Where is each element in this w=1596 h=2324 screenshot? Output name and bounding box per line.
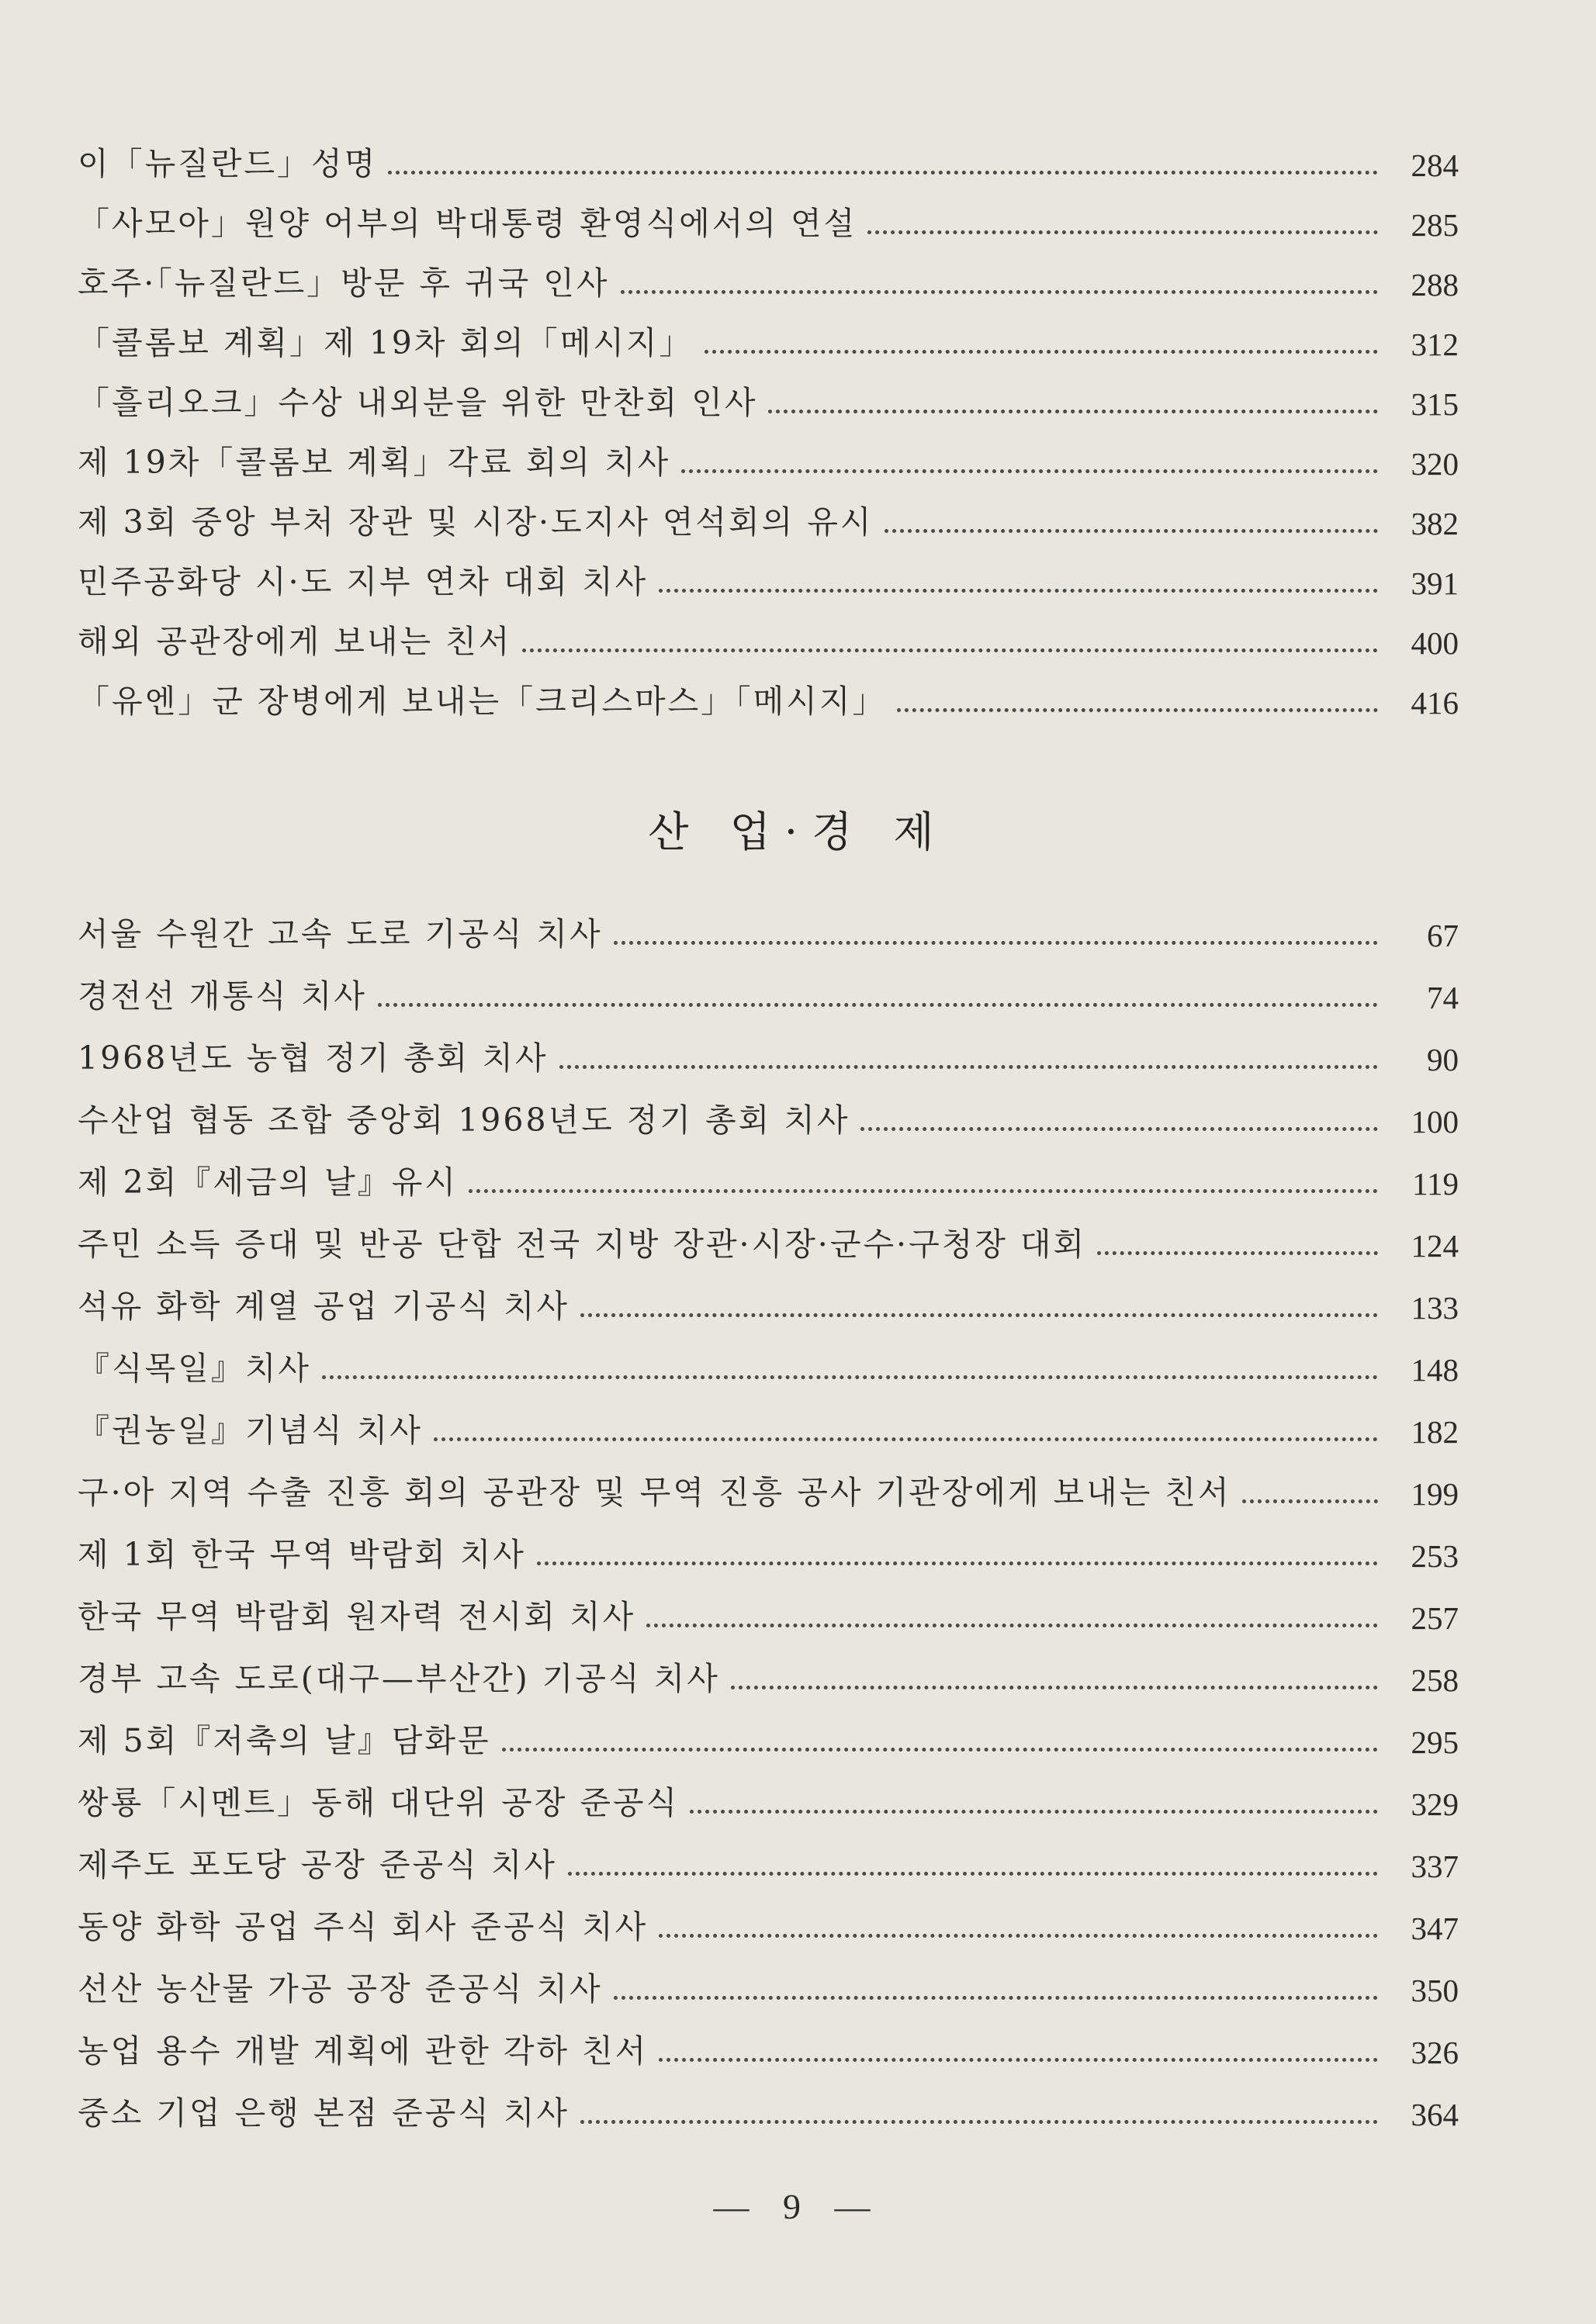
dot-leader bbox=[646, 1624, 1378, 1627]
dot-leader bbox=[1097, 1251, 1378, 1255]
toc-entry bbox=[78, 124, 1459, 184]
toc-entry bbox=[78, 954, 1459, 1016]
dot-leader bbox=[502, 1748, 1378, 1752]
toc-entry-page-number: 119 bbox=[1412, 1166, 1459, 1202]
dot-leader bbox=[731, 1686, 1378, 1689]
toc-entry-title: 쌍룡「시멘트」동해 대단위 공장 준공식 bbox=[78, 1784, 680, 1821]
dot-leader bbox=[522, 648, 1378, 652]
dot-leader bbox=[322, 1375, 1378, 1379]
toc-entry-title: 1968년도 농협 정기 총회 치사 bbox=[78, 1039, 549, 1077]
toc-entry bbox=[78, 1326, 1459, 1389]
toc-entry bbox=[78, 1575, 1459, 1637]
dot-leader bbox=[659, 1934, 1378, 1938]
toc-entry-title: 제 3회 중앙 부처 장관 및 시장·도지사 연석회의 유시 bbox=[78, 503, 874, 541]
toc-list-bottom bbox=[78, 892, 1459, 2133]
toc-entry bbox=[78, 363, 1459, 423]
toc-entry bbox=[78, 2009, 1459, 2071]
toc-entry bbox=[78, 1264, 1459, 1326]
toc-entry-page-number: 364 bbox=[1411, 2097, 1459, 2132]
toc-entry-title: 「유엔」군 장병에게 보내는「크리스마스」「메시지」 bbox=[78, 683, 887, 720]
dot-leader bbox=[768, 410, 1378, 413]
toc-entry-page-number: 337 bbox=[1411, 1848, 1459, 1884]
toc-entry bbox=[78, 1202, 1459, 1264]
toc-entry bbox=[78, 1016, 1459, 1078]
toc-entry-page-number: 253 bbox=[1411, 1538, 1459, 1574]
toc-entry-title: 중소 기업 은행 본점 준공식 치사 bbox=[78, 2094, 570, 2132]
dot-leader bbox=[559, 1065, 1378, 1069]
dot-leader bbox=[690, 1810, 1378, 1814]
toc-entry-page-number: 285 bbox=[1411, 207, 1459, 243]
toc-entry bbox=[78, 602, 1459, 662]
toc-entry bbox=[78, 482, 1459, 542]
toc-entry-title: 제 5회『저축의 날』담화문 bbox=[78, 1722, 491, 1759]
dot-leader bbox=[1242, 1499, 1378, 1503]
toc-entry-page-number: 284 bbox=[1411, 147, 1459, 183]
toc-entry-page-number: 182 bbox=[1411, 1414, 1459, 1450]
toc-entry-title: 「콜롬보 계획」제 19차 회의「메시지」 bbox=[78, 324, 694, 361]
toc-entry-page-number: 347 bbox=[1411, 1911, 1459, 1946]
dot-leader bbox=[659, 589, 1378, 593]
toc-entry bbox=[78, 184, 1459, 244]
dot-leader bbox=[434, 1437, 1378, 1441]
toc-entry-page-number: 350 bbox=[1411, 1973, 1459, 2008]
dot-leader bbox=[580, 2120, 1378, 2124]
dot-leader bbox=[378, 1003, 1378, 1007]
toc-entry-page-number: 382 bbox=[1411, 506, 1459, 541]
toc-entry-title: 민주공화당 시·도 지부 연차 대회 치사 bbox=[78, 563, 649, 600]
toc-entry-title: 「흘리오크」수상 내외분을 위한 만찬회 인사 bbox=[78, 384, 758, 421]
toc-entry-title: 동양 화학 공업 주식 회사 준공식 치사 bbox=[78, 1908, 649, 1945]
toc-entry-title: 이「뉴질란드」성명 bbox=[78, 145, 378, 182]
dot-leader bbox=[860, 1127, 1378, 1131]
toc-entry-title: 제주도 포도당 공장 준공식 치사 bbox=[78, 1846, 558, 1883]
toc-entry bbox=[78, 423, 1459, 482]
toc-entry-title: 수산업 협동 조합 중앙회 1968년도 정기 총회 치사 bbox=[78, 1101, 850, 1139]
dot-leader bbox=[537, 1561, 1378, 1565]
toc-entry bbox=[78, 1513, 1459, 1575]
toc-entry bbox=[78, 1637, 1459, 1699]
toc-entry-title: 주민 소득 증대 및 반공 단합 전국 지방 장관·시장·군수·구청장 대회 bbox=[78, 1226, 1087, 1263]
dot-leader bbox=[681, 469, 1378, 473]
toc-entry-page-number: 326 bbox=[1411, 2035, 1459, 2070]
dot-leader bbox=[580, 1313, 1378, 1317]
toc-entry bbox=[78, 892, 1459, 954]
toc-entry-page-number: 312 bbox=[1411, 327, 1459, 362]
dot-leader bbox=[388, 171, 1378, 175]
toc-entry bbox=[78, 1947, 1459, 2009]
toc-entry-page-number: 100 bbox=[1411, 1104, 1459, 1140]
toc-entry-title: 서울 수원간 고속 도로 기공식 치사 bbox=[78, 915, 603, 953]
dot-leader bbox=[867, 230, 1378, 234]
dot-leader bbox=[621, 290, 1378, 294]
toc-entry-page-number: 133 bbox=[1411, 1290, 1459, 1326]
toc-entry-title: 「사모아」원양 어부의 박대통령 환영식에서의 연설 bbox=[78, 205, 857, 242]
dot-leader bbox=[897, 708, 1378, 712]
dot-leader bbox=[659, 2058, 1378, 2062]
toc-entry-page-number: 148 bbox=[1411, 1352, 1459, 1388]
toc-entry-title: 해외 공관장에게 보내는 친서 bbox=[78, 623, 512, 660]
toc-entry-page-number: 199 bbox=[1411, 1476, 1459, 1512]
toc-entry-title: 『식목일』치사 bbox=[78, 1350, 312, 1387]
toc-entry-title: 호주·「뉴질란드」방문 후 귀국 인사 bbox=[78, 265, 610, 302]
toc-entry bbox=[78, 1699, 1459, 1761]
toc-entry-title: 경부 고속 도로(대구—부산간) 기공식 치사 bbox=[78, 1660, 720, 1697]
toc-entry bbox=[78, 303, 1459, 363]
dot-leader bbox=[568, 1872, 1378, 1876]
toc-entry bbox=[78, 542, 1459, 602]
page-number-footer: — 9 — bbox=[713, 2187, 883, 2226]
toc-entry-page-number: 391 bbox=[1411, 565, 1459, 601]
toc-entry bbox=[78, 1823, 1459, 1885]
toc-entry bbox=[78, 1761, 1459, 1823]
toc-entry bbox=[78, 1389, 1459, 1451]
toc-entry-title: 한국 무역 박람회 원자력 전시회 치사 bbox=[78, 1598, 636, 1635]
toc-entry-title: 제 2회『세금의 날』유시 bbox=[78, 1164, 458, 1201]
dot-leader bbox=[614, 1996, 1378, 2000]
toc-entry-page-number: 74 bbox=[1427, 980, 1459, 1015]
toc-entry-page-number: 416 bbox=[1411, 685, 1459, 721]
toc-entry bbox=[78, 1451, 1459, 1513]
toc-entry-page-number: 329 bbox=[1411, 1786, 1459, 1822]
toc-entry-page-number: 400 bbox=[1411, 625, 1459, 661]
toc-entry bbox=[78, 244, 1459, 303]
toc-entry bbox=[78, 1078, 1459, 1140]
toc-list-top bbox=[78, 124, 1459, 721]
toc-entry-page-number: 67 bbox=[1427, 918, 1459, 953]
toc-entry-page-number: 320 bbox=[1411, 446, 1459, 482]
toc-entry-page-number: 315 bbox=[1411, 386, 1459, 422]
dot-leader bbox=[614, 941, 1378, 945]
toc-entry-title: 경전선 개통식 치사 bbox=[78, 977, 367, 1015]
toc-entry-title: 구·아 지역 수출 진흥 회의 공관장 및 무역 진흥 공사 기관장에게 보내는 친서 bbox=[78, 1474, 1231, 1511]
toc-entry-title: 농업 용수 개발 계획에 관한 각하 친서 bbox=[78, 2032, 649, 2070]
toc-entry-page-number: 295 bbox=[1411, 1724, 1459, 1760]
dot-leader bbox=[885, 529, 1379, 533]
section-heading: 산 업·경 제 bbox=[648, 808, 948, 856]
toc-entry-title: 『권농일』기념식 치사 bbox=[78, 1412, 423, 1449]
toc-entry-page-number: 90 bbox=[1427, 1042, 1459, 1077]
toc-entry-title: 선산 농산물 가공 공장 준공식 치사 bbox=[78, 1970, 603, 2008]
toc-entry-page-number: 258 bbox=[1411, 1662, 1459, 1698]
dot-leader bbox=[705, 350, 1378, 354]
toc-entry bbox=[78, 1885, 1459, 1947]
toc-entry bbox=[78, 2071, 1459, 2133]
toc-entry-page-number: 257 bbox=[1411, 1600, 1459, 1636]
toc-entry-title: 제 19차「콜롬보 계획」각료 회의 치사 bbox=[78, 444, 671, 481]
dot-leader bbox=[469, 1189, 1378, 1193]
toc-entry-title: 석유 화학 계열 공업 기공식 치사 bbox=[78, 1288, 570, 1325]
toc-entry bbox=[78, 662, 1459, 721]
toc-entry bbox=[78, 1140, 1459, 1202]
toc-entry-page-number: 288 bbox=[1411, 267, 1459, 303]
toc-entry-title: 제 1회 한국 무역 박람회 치사 bbox=[78, 1536, 526, 1573]
toc-entry-page-number: 124 bbox=[1411, 1228, 1459, 1264]
